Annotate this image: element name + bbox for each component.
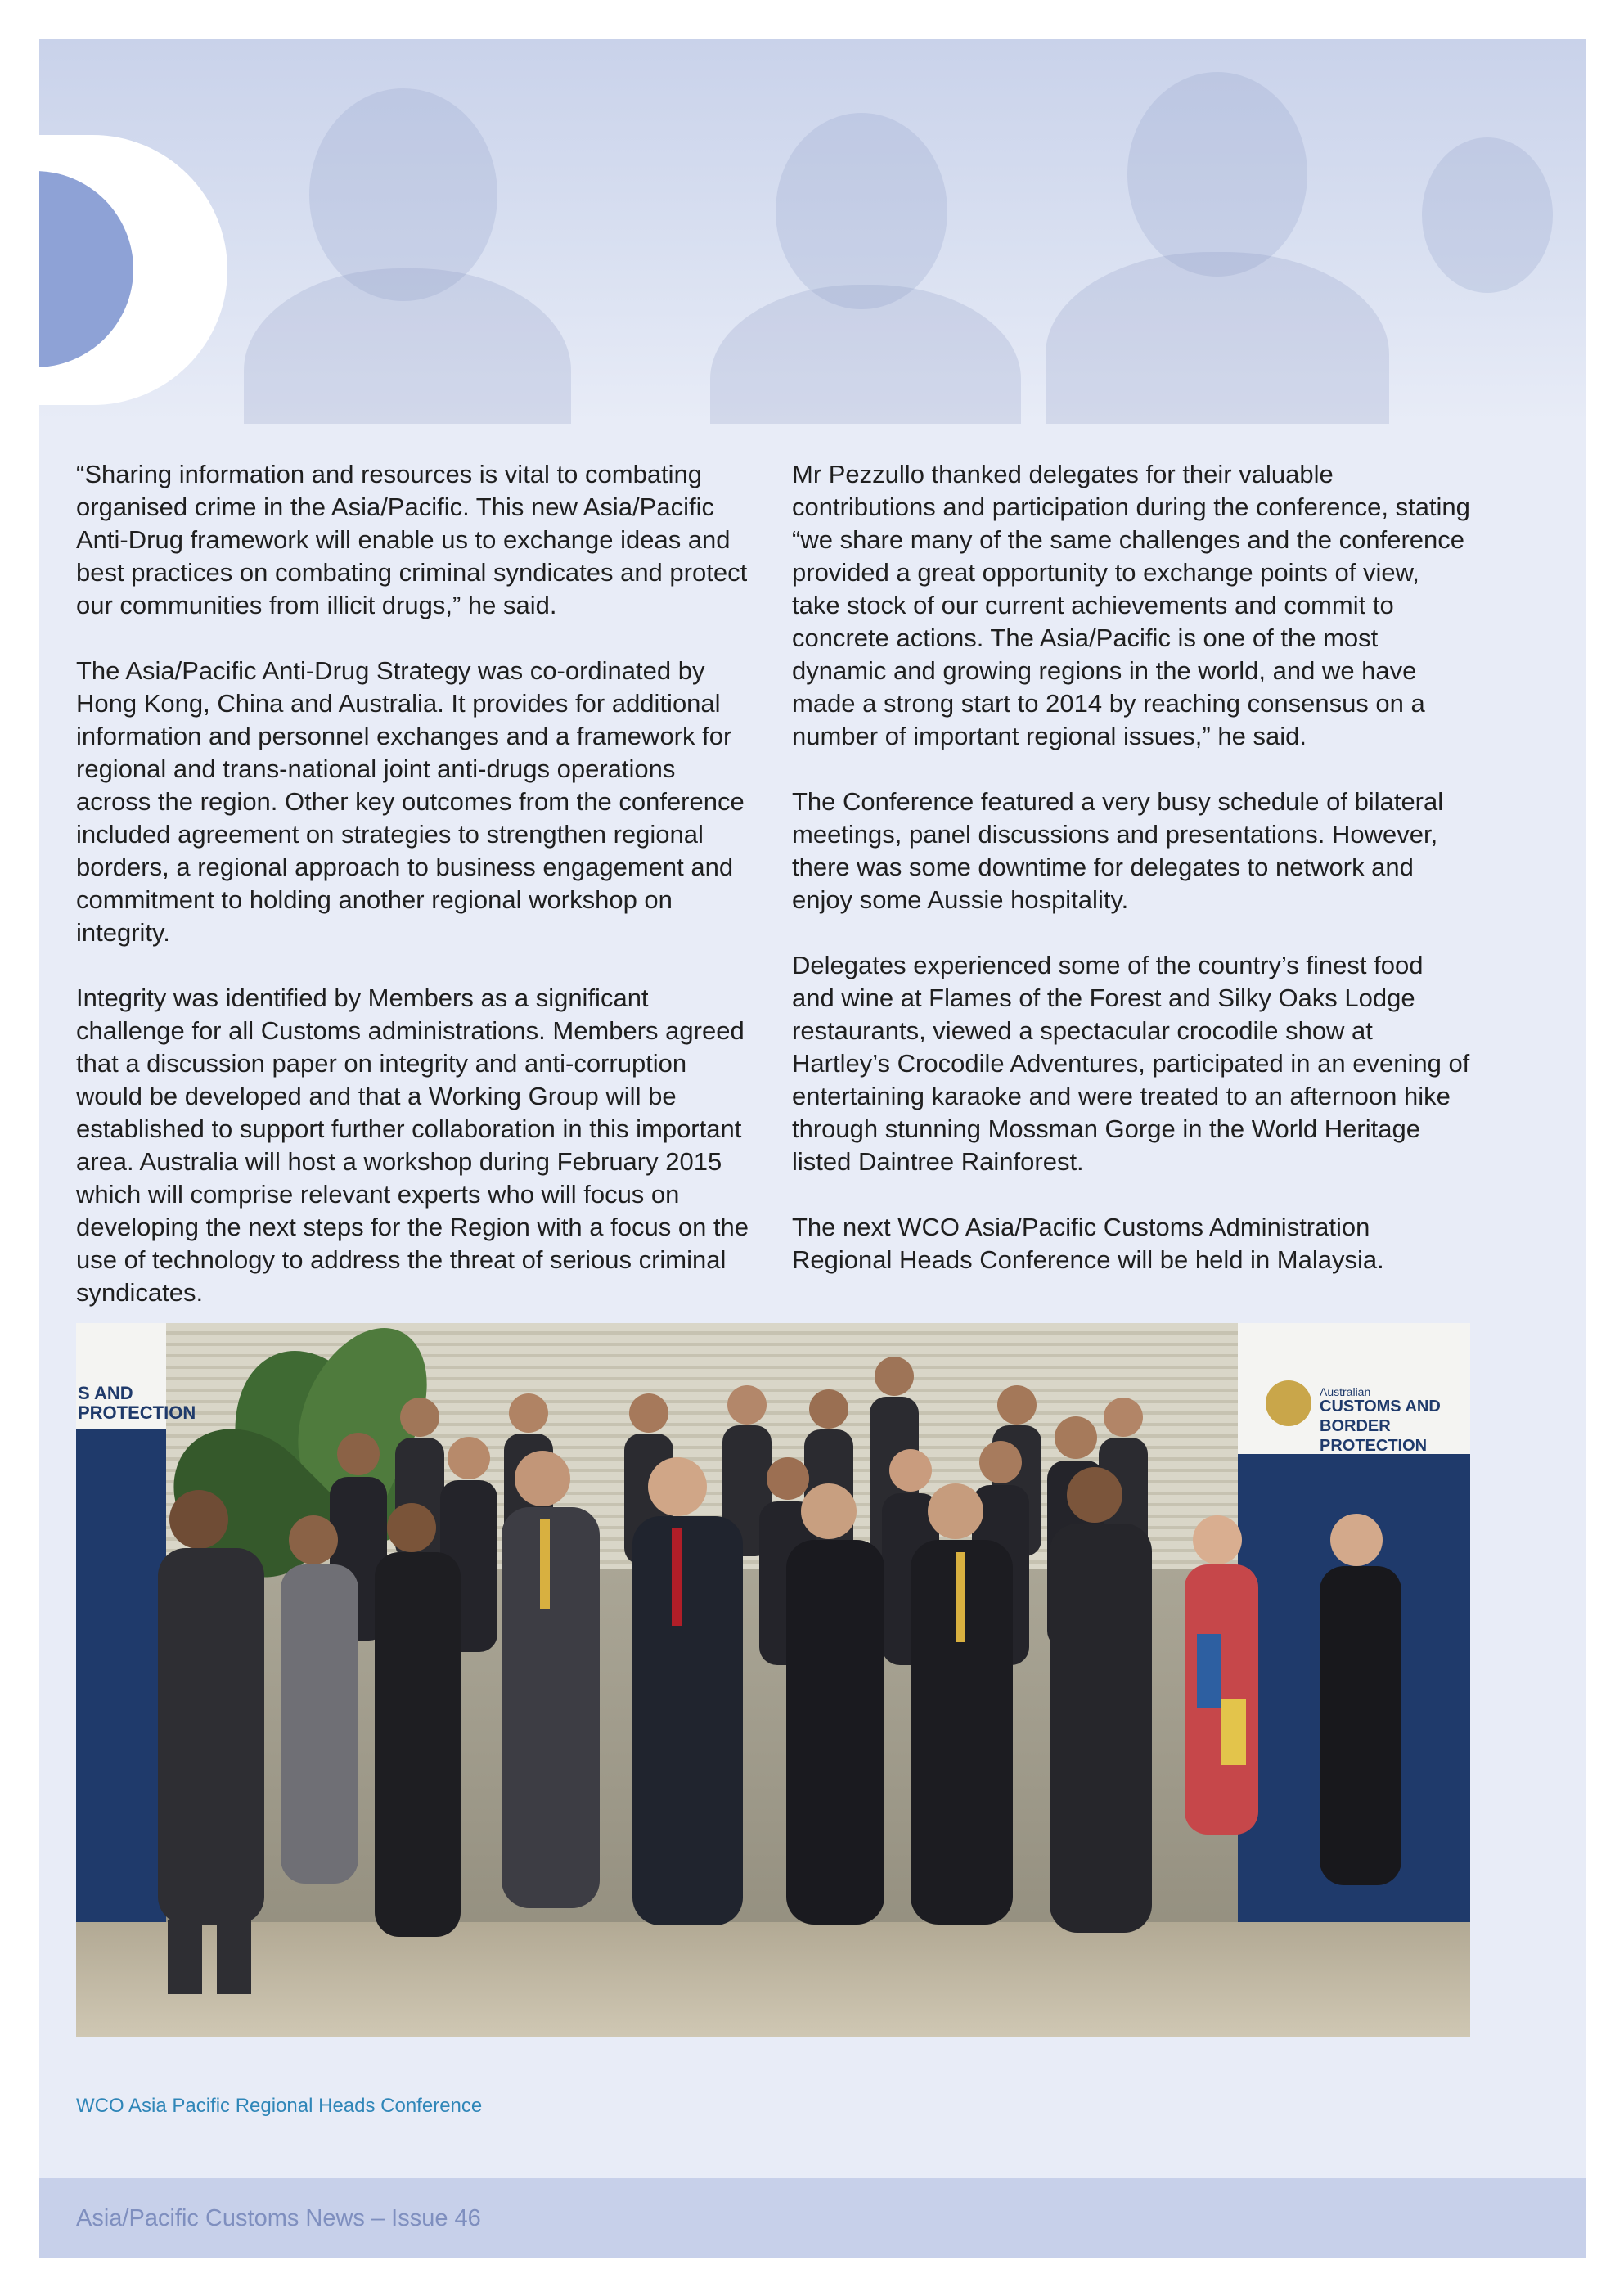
- photo-caption: WCO Asia Pacific Regional Heads Conference: [76, 2095, 483, 2117]
- paragraph: The Conference featured a very busy schedule of bilateral meetings, panel discussions and presentations. However, there was some downtime for delegates to network and enjoy some Aussie hospitality.: [792, 787, 1444, 914]
- footer-publication: Asia/Pacific Customs News – Issue 46: [76, 2205, 481, 2231]
- banner-left-text: S AND PROTECTION: [78, 1383, 196, 1423]
- page-number-tab: [39, 135, 227, 405]
- footer: [39, 2178, 1586, 2258]
- paragraph: Integrity was identified by Members as a significant challenge for all Customs administrations. Members agreed that a discussion paper on integrity and anti-corruption would be developed and that a Working Group will be established to support further collaboration in this important area. Australia will host a workshop during February 2015 which will comprise relevant experts who will focus on developing the next steps for the Region with a focus on the use of technology to address the threat of serious criminal syndicates.: [76, 984, 749, 1307]
- delegates-group: [76, 1323, 1470, 2037]
- page-number: 4: [74, 160, 88, 187]
- left-column: [76, 458, 755, 1342]
- banner-right-small: Australian: [1320, 1385, 1371, 1398]
- paragraph: Delegates experienced some of the country’s finest food and wine at Flames of the Forest and Silky Oaks Lodge restaurants, viewed a spectacular crocodile show at Hartley’s Crocodile Adventures, participated in an evening of entertaining karaoke and were treated to an afternoon hike through stunning Mossman Gorge in the World Heritage listed Daintree Rainforest.: [792, 951, 1470, 1176]
- group-photo: [76, 1323, 1470, 2037]
- paragraph: The next WCO Asia/Pacific Customs Administration Regional Heads Conference will be held in Malaysia.: [792, 1213, 1384, 1274]
- right-column: [792, 458, 1471, 1309]
- paragraph: Mr Pezzullo thanked delegates for their valuable contributions and participation during the conference, stating “we share many of the same challenges and the conference provided a great opportunity to exchange points of view, take stock of our current achievements and commit to concrete actions. The Asia/Pacific is one of the most dynamic and growing regions in the world, and we have made a strong start to 2014 by reaching consensus on a number of important regional issues,” he said.: [792, 460, 1470, 750]
- banner-right-text: CUSTOMS AND BORDER PROTECTION: [1320, 1398, 1441, 1455]
- paragraph: “Sharing information and resources is vital to combating organised crime in the Asia/Pacific. This new Asia/Pacific Anti-Drug framework will enable us to exchange ideas and best practices on combating criminal syndicates and protect our communities from illicit drugs,” he said.: [76, 460, 748, 619]
- header-banner-image: [39, 39, 1586, 424]
- paragraph: The Asia/Pacific Anti-Drug Strategy was co-ordinated by Hong Kong, China and Australia. It provides for additional information and personnel exchanges and a framework for regional and trans-national joint anti-drugs operations across the region. Other key outcomes from the conference included agreement on strategies to strengthen regional borders, a regional approach to business engagement and commitment to holding another regional workshop on integrity.: [76, 656, 745, 947]
